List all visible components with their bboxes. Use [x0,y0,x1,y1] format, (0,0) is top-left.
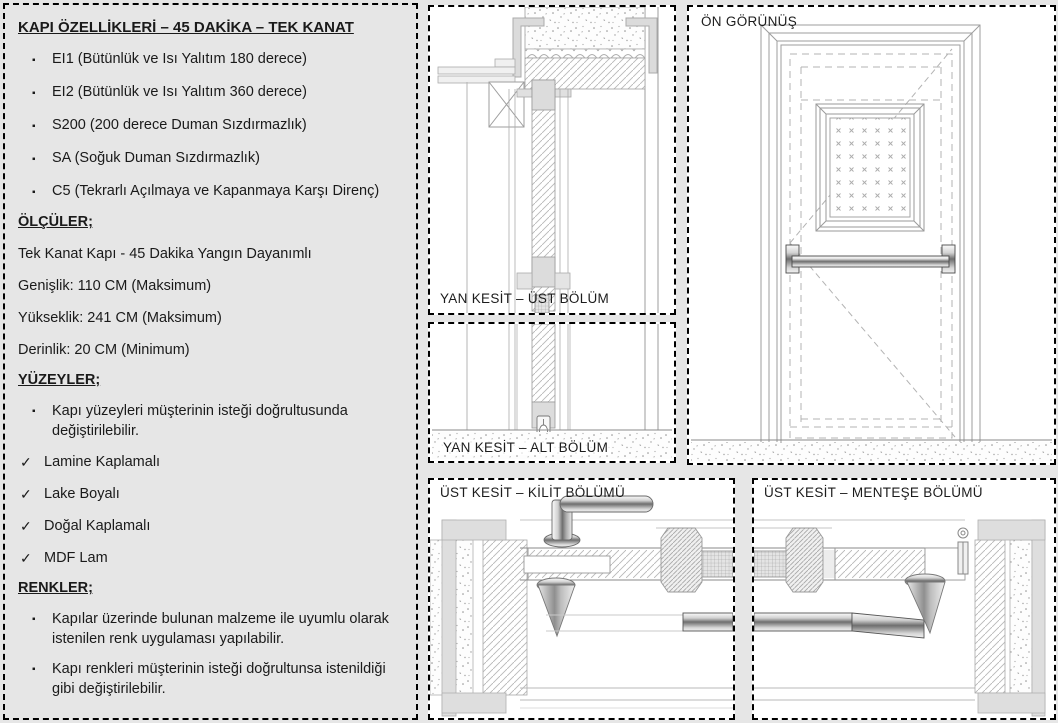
feature-text: S200 (200 derece Duman Sızdırmazlık) [52,117,307,133]
color-note [18,609,403,649]
check-icon: ✓ [20,550,32,566]
check-icon: ✓ [20,454,32,470]
door-head-section-drawing [430,7,674,313]
ceiling-trim [438,59,515,83]
feature-text: EI2 (Bütünlük ve Isı Yalıtım 360 derece) [52,84,307,100]
surface-option-text: Lamine Kaplamalı [44,454,161,470]
lock-plan-section-drawing [430,480,733,718]
spec-title: KAPI ÖZELLİKLERİ – 45 DAKİKA – TEK KANAT [18,19,354,36]
color-note-text: Kapı renkleri müşterinin isteği doğrultunsa istenildiği gibi değiştirilebilir. [52,661,386,697]
surface-option [18,516,403,537]
dimension-line: Genişlik: 110 CM (Maksimum) [18,278,212,294]
feature-text: EI1 (Bütünlük ve Isı Yalıtım 180 derece) [52,51,307,67]
front-view-panel [687,5,1056,465]
check-icon: ✓ [20,486,32,502]
dimension-line: Yükseklik: 241 CM (Maksimum) [18,310,222,326]
lock-case [524,556,610,573]
surface-option [18,484,403,505]
insulation-mesh [754,551,790,577]
door-frame [761,25,980,445]
side-section-top-panel [428,5,676,315]
surface-note-text: Kapı yüzeyleri müşterinin isteği doğrultusunda değiştirilebilir. [52,403,348,439]
leaf-bottom-block [532,257,555,287]
drawing-label: ÖN GÖRÜNÜŞ [701,14,798,29]
section-heading-renkler: RENKLER; [18,580,93,596]
leaf-top-block [532,80,555,110]
plan-section-lock-panel [428,478,735,720]
dimension-line: Derinlik: 20 CM (Minimum) [18,342,190,358]
square-bullet-icon: ▪ [32,121,36,132]
drawing-label: ÜST KESİT – MENTEŞE BÖLÜMÜ [764,485,983,500]
dimension-line: Tek Kanat Kapı - 45 Dakika Yangın Dayanımlı [18,246,312,262]
spindle-cone [537,578,575,636]
square-bullet-icon: ▪ [32,88,36,99]
feature-item [18,181,403,203]
square-bullet-icon: ▪ [32,406,36,417]
door-front-view-drawing [689,7,1054,463]
frame-bracket [786,528,823,592]
square-bullet-icon: ▪ [32,614,36,625]
floor-stipple [691,442,1052,461]
feature-text: C5 (Tekrarlı Açılmaya ve Kapanmaya Karşı Direnç) [52,183,380,199]
door-leaf-core [532,324,555,402]
drawing-label: YAN KESİT – ALT BÖLÜM [440,440,611,455]
feature-item [18,115,403,137]
swing-lines [790,49,955,437]
side-section-bottom-panel [428,322,676,463]
drawing-label: YAN KESİT – ÜST BÖLÜM [440,291,610,306]
color-note-text: Kapılar üzerinde bulunan malzeme ile uyumlu olarak istenilen renk uygulaması yapılabilir. [52,611,389,647]
plan-section-hinge-panel [752,478,1056,720]
square-bullet-icon: ▪ [32,55,36,66]
wall-lines [467,324,658,430]
feature-item [18,49,403,71]
seal-dashed-lines [790,54,952,438]
feature-text: SA (Soğuk Duman Sızdırmazlık) [52,150,260,166]
surface-option-text: Doğal Kaplamalı [44,518,151,534]
wall-left [430,520,527,716]
square-bullet-icon: ▪ [32,187,36,198]
panic-bar-tube [754,613,924,638]
surface-option [18,548,403,569]
color-note [18,659,403,699]
surface-note [18,401,403,441]
surface-option-text: MDF Lam [44,550,108,566]
lever-handle [544,496,653,547]
feature-item [18,82,403,104]
hinge-plan-section-drawing [754,480,1054,718]
hollow-core-band [525,49,645,58]
concrete-slab [525,7,645,49]
hinge [958,528,968,574]
feature-item [18,148,403,170]
check-icon: ✓ [20,518,32,534]
frame-bracket [661,528,702,592]
square-bullet-icon: ▪ [32,664,36,675]
surface-option-text: Lake Boyalı [44,486,120,502]
square-bullet-icon: ▪ [32,154,36,165]
panic-bar-tube [546,613,733,631]
vision-window [816,104,924,231]
surface-option [18,452,403,473]
section-heading-olculer: ÖLÇÜLER; [18,214,93,230]
section-heading-yuzeyler: YÜZEYLER; [18,372,101,388]
drawing-label: ÜST KESİT – KİLİT BÖLÜMÜ [440,485,626,500]
wall-right [975,520,1045,716]
spec-panel [3,3,418,720]
